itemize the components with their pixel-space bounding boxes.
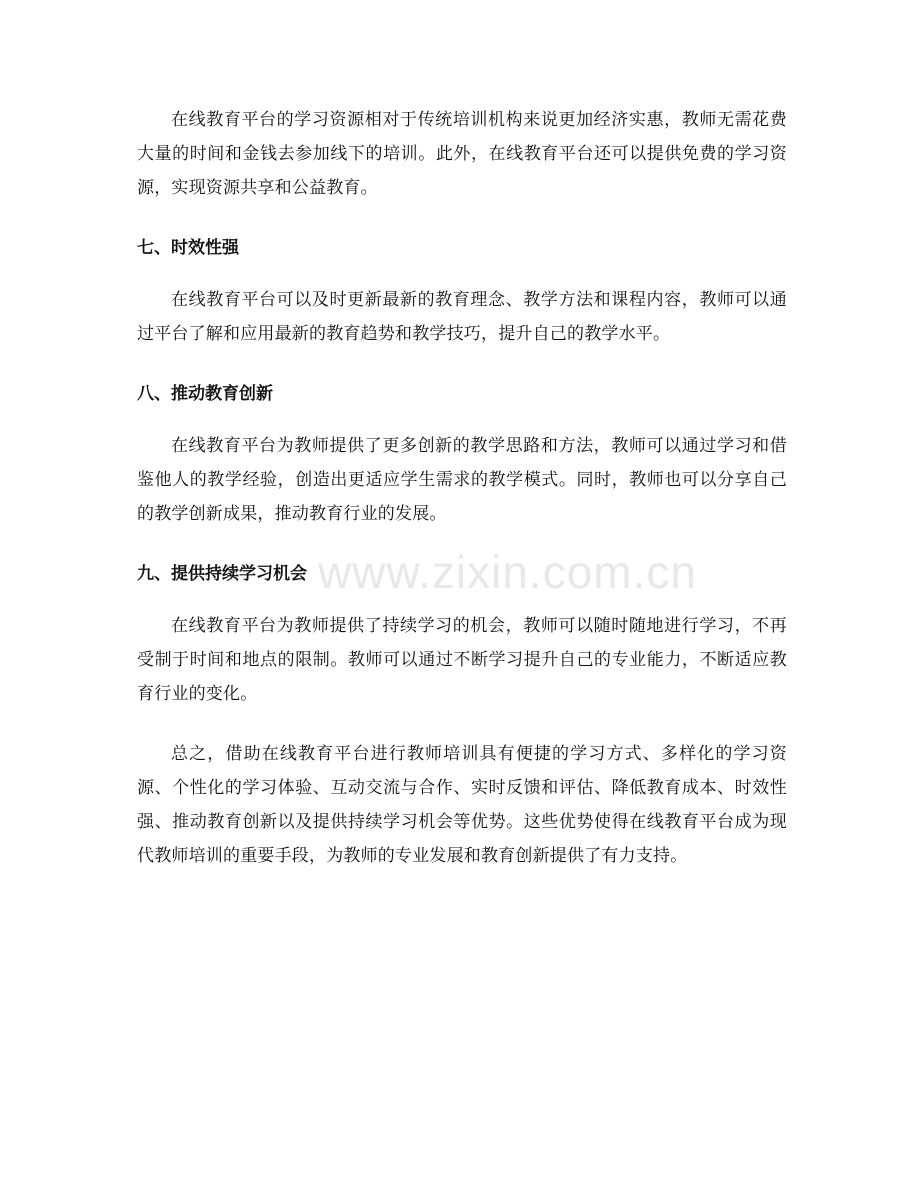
section-body-8: 在线教育平台为教师提供了更多创新的教学思路和方法，教师可以通过学习和借鉴他人的教学经验，创造出更适应学生需求的教学模式。同时，教师也可以分享自己的教学创新成果，推动教育行业的发展。 — [137, 436, 787, 524]
section-heading-8: 八、推动教育创新 — [137, 384, 273, 404]
intro-paragraph: 在线教育平台的学习资源相对于传统培训机构来说更加经济实惠，教师无需花费大量的时间和金钱去参加线下的培训。此外，在线教育平台还可以提供免费的学习资源，实现资源共享和公益教育。 — [137, 110, 787, 198]
document-body — [137, 103, 787, 899]
section-heading-9: 九、提供持续学习机会 — [137, 564, 307, 584]
section-heading-7: 七、时效性强 — [137, 238, 239, 258]
section-body-7: 在线教育平台可以及时更新最新的教育理念、教学方法和课程内容，教师可以通过平台了解和应用最新的教育趋势和教学技巧，提升自己的教学水平。 — [137, 290, 787, 344]
watermark: www.zixin.com.cn — [318, 546, 697, 598]
section-body-9: 在线教育平台为教师提供了持续学习的机会，教师可以随时随地进行学习，不再受制于时间和地点的限制。教师可以通过不断学习提升自己的专业能力，不断适应教育行业的变化。 — [137, 616, 787, 704]
conclusion-paragraph: 总之，借助在线教育平台进行教师培训具有便捷的学习方式、多样化的学习资源、个性化的学习体验、互动交流与合作、实时反馈和评估、降低教育成本、时效性强、推动教育创新以及提供持续学习机会等优势。这些优势使得在线教育平台成为现代教师培训的重要手段，为教师的专业发展和教育创新提供了有力支持。 — [137, 744, 787, 866]
